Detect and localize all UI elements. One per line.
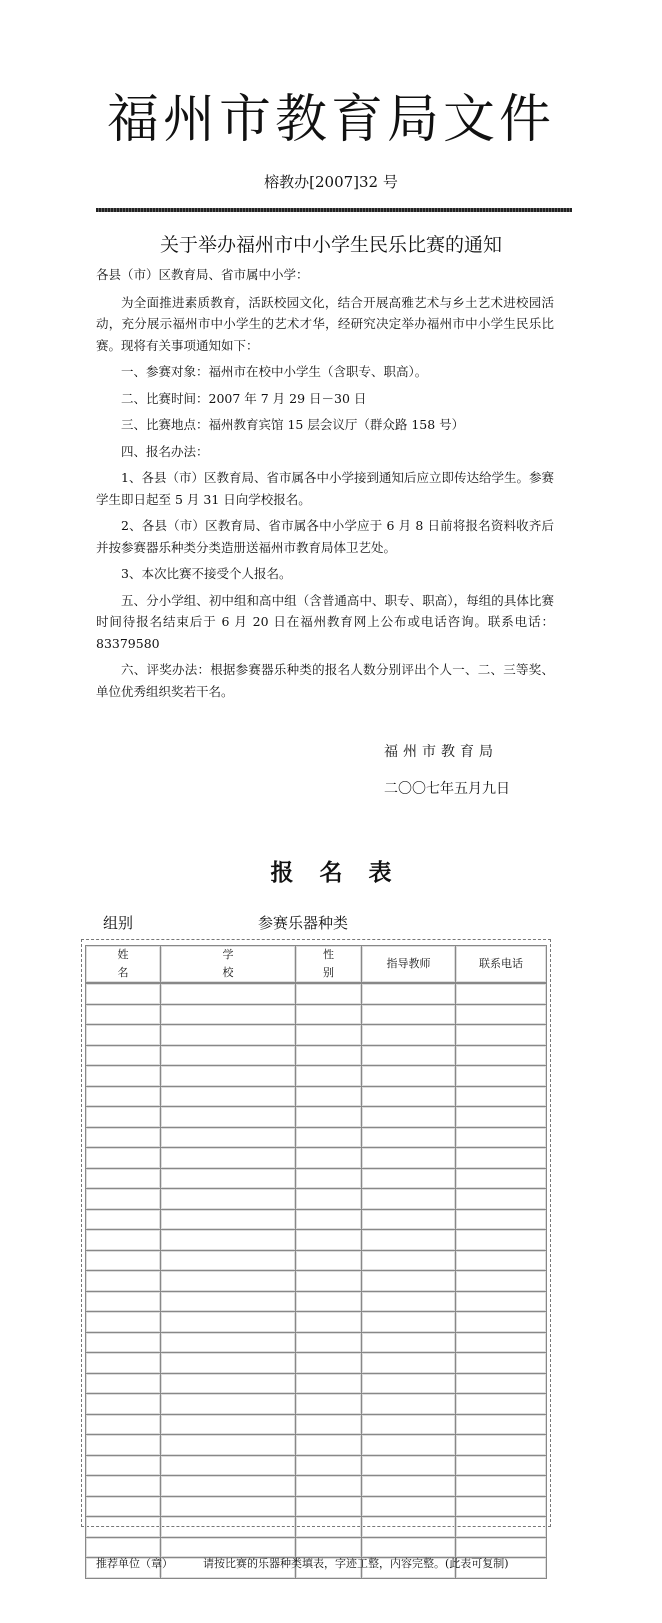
table-cell — [161, 1292, 296, 1313]
table-cell — [85, 1394, 161, 1415]
table-cell — [362, 1148, 456, 1169]
table-cell — [85, 1292, 161, 1313]
column-header-instructor: 指导教师 — [362, 945, 456, 983]
table-cell — [296, 1210, 362, 1231]
table-row — [85, 983, 547, 1005]
table-cell — [161, 1066, 296, 1087]
table-cell — [296, 1230, 362, 1251]
table-cell — [161, 1353, 296, 1374]
table-cell — [85, 1189, 161, 1210]
table-cell — [456, 983, 547, 1005]
table-cell — [85, 1046, 161, 1067]
table-row — [85, 1353, 547, 1374]
table-cell — [85, 983, 161, 1005]
table-row — [85, 1476, 547, 1497]
table-cell — [85, 1333, 161, 1354]
table-cell — [161, 1374, 296, 1395]
table-cell — [456, 1005, 547, 1026]
table-cell — [161, 1230, 296, 1251]
table-cell — [161, 1476, 296, 1497]
table-cell — [296, 1456, 362, 1477]
table-cell — [456, 1415, 547, 1436]
table-cell — [362, 1517, 456, 1538]
table-cell — [85, 1148, 161, 1169]
table-cell — [456, 1169, 547, 1190]
registration-table-body — [85, 983, 547, 1579]
table-cell — [456, 1435, 547, 1456]
table-row — [85, 1456, 547, 1477]
table-row — [85, 1230, 547, 1251]
table-row — [85, 1107, 547, 1128]
table-cell — [362, 1128, 456, 1149]
table-cell — [161, 1128, 296, 1149]
table-cell — [161, 1456, 296, 1477]
table-cell — [296, 1251, 362, 1272]
table-cell — [296, 1066, 362, 1087]
table-cell — [296, 1046, 362, 1067]
table-cell — [456, 1538, 547, 1559]
table-cell — [296, 1394, 362, 1415]
table-cell — [85, 1374, 161, 1395]
document-header-title: 福州市教育局文件 — [106, 90, 555, 150]
group-label: 组别 — [103, 914, 134, 932]
table-cell — [362, 1374, 456, 1395]
table-row — [85, 1251, 547, 1272]
table-cell — [85, 1251, 161, 1272]
table-row — [85, 1128, 547, 1149]
table-cell — [362, 1435, 456, 1456]
table-cell — [456, 1456, 547, 1477]
table-cell — [456, 1210, 547, 1231]
table-row — [85, 1538, 547, 1559]
table-cell — [296, 1107, 362, 1128]
table-cell — [362, 1087, 456, 1108]
table-cell — [296, 1353, 362, 1374]
table-cell — [296, 1128, 362, 1149]
table-cell — [456, 1394, 547, 1415]
table-row — [85, 1087, 547, 1108]
table-cell — [85, 1005, 161, 1026]
table-cell — [362, 1476, 456, 1497]
table-cell — [362, 1230, 456, 1251]
table-cell — [362, 1538, 456, 1559]
table-cell — [456, 1107, 547, 1128]
column-header-school: 学校 — [161, 945, 296, 983]
table-cell — [161, 1497, 296, 1518]
table-row — [85, 1497, 547, 1518]
table-cell — [161, 1025, 296, 1046]
table-cell — [161, 1169, 296, 1190]
table-cell — [296, 1415, 362, 1436]
notice-item-1: 一、参赛对象：福州市在校中小学生（含职专、职高）。 — [121, 364, 428, 379]
table-cell — [362, 1312, 456, 1333]
table-row — [85, 1394, 547, 1415]
table-cell — [161, 1538, 296, 1559]
table-cell — [296, 1148, 362, 1169]
table-cell — [85, 1538, 161, 1559]
notice-item-6: 六、评奖办法：根据参赛器乐种类的报名人数分别评出个人一、二、三等奖、单位优秀组织奖若干名。 — [96, 662, 554, 699]
table-row — [85, 1189, 547, 1210]
table-cell — [296, 1087, 362, 1108]
table-cell — [456, 1271, 547, 1292]
notice-salutation: 各县（市）区教育局、省市属中小学： — [96, 267, 309, 282]
table-cell — [362, 1497, 456, 1518]
table-row — [85, 1435, 547, 1456]
table-cell — [296, 1189, 362, 1210]
table-cell — [161, 1394, 296, 1415]
table-cell — [161, 1148, 296, 1169]
table-cell — [456, 1128, 547, 1149]
table-cell — [161, 1251, 296, 1272]
table-cell — [85, 1353, 161, 1374]
notice-item-4-1: 1、各县（市）区教育局、省市属各中小学接到通知后应立即传达给学生。参赛学生即日起至 5 月 31 日向学校报名。 — [96, 470, 554, 507]
table-cell — [456, 1333, 547, 1354]
table-header-row — [85, 945, 547, 983]
notice-item-5: 五、分小学组、初中组和高中组（含普通高中、职专、职高），每组的具体比赛时间待报名结束后于 6 月 20 日在福州教育网上公布或电话咨询。联系电话：83379580 — [96, 592, 554, 651]
table-cell — [296, 1497, 362, 1518]
table-cell — [362, 1005, 456, 1026]
table-cell — [85, 1476, 161, 1497]
table-cell — [161, 1333, 296, 1354]
table-cell — [296, 1312, 362, 1333]
signature-organization: 福州市教育局 — [384, 744, 498, 760]
notice-item-4-3: 3、本次比赛不接受个人报名。 — [121, 566, 292, 581]
table-cell — [161, 1107, 296, 1128]
table-cell — [296, 1333, 362, 1354]
table-cell — [161, 1312, 296, 1333]
table-cell — [161, 1271, 296, 1292]
table-cell — [362, 1456, 456, 1477]
signature-date: 二〇〇七年五月九日 — [384, 781, 510, 797]
table-cell — [456, 1497, 547, 1518]
table-cell — [456, 1517, 547, 1538]
table-cell — [85, 1312, 161, 1333]
table-cell — [85, 1435, 161, 1456]
table-cell — [296, 1374, 362, 1395]
table-cell — [456, 1046, 547, 1067]
form-footer — [96, 1556, 509, 1572]
table-cell — [296, 1538, 362, 1559]
document-number: 榕教办[2007]32 号 — [264, 173, 398, 191]
table-cell — [456, 1312, 547, 1333]
notice-intro: 为全面推进素质教育，活跃校园文化，结合开展高雅艺术与乡土艺术进校园活动，充分展示福州市中小学生的艺术才华，经研究决定举办福州市中小学生民乐比赛。现将有关事项通知如下： — [96, 294, 554, 353]
notice-item-4: 四、报名办法： — [121, 443, 209, 459]
table-cell — [456, 1148, 547, 1169]
table-cell — [362, 1333, 456, 1354]
table-cell — [456, 1353, 547, 1374]
registration-table — [85, 945, 547, 1579]
table-cell — [85, 1087, 161, 1108]
table-cell — [296, 1005, 362, 1026]
table-row — [85, 1271, 547, 1292]
notice-item-3: 三、比赛地点：福州教育宾馆 15 层会议厅（群众路 158 号） — [121, 417, 465, 432]
table-cell — [362, 1107, 456, 1128]
table-cell — [362, 1169, 456, 1190]
form-title: 报名表 — [270, 859, 418, 886]
table-cell — [161, 1517, 296, 1538]
table-cell — [362, 1271, 456, 1292]
table-cell — [85, 1456, 161, 1477]
notice-body — [96, 264, 554, 702]
table-cell — [85, 1497, 161, 1518]
table-row — [85, 1046, 547, 1067]
table-row — [85, 1517, 547, 1538]
table-cell — [296, 1292, 362, 1313]
table-cell — [296, 1025, 362, 1046]
table-cell — [85, 1230, 161, 1251]
table-cell — [296, 983, 362, 1005]
table-cell — [362, 983, 456, 1005]
table-cell — [85, 1517, 161, 1538]
table-row — [85, 1148, 547, 1169]
table-cell — [362, 1210, 456, 1231]
table-row — [85, 1025, 547, 1046]
table-cell — [362, 1046, 456, 1067]
table-cell — [296, 1476, 362, 1497]
table-cell — [456, 1189, 547, 1210]
notice-title: 关于举办福州市中小学生民乐比赛的通知 — [159, 234, 502, 256]
table-cell — [161, 1210, 296, 1231]
table-cell — [362, 1353, 456, 1374]
table-row — [85, 1312, 547, 1333]
table-cell — [456, 1087, 547, 1108]
table-cell — [85, 1271, 161, 1292]
table-cell — [296, 1435, 362, 1456]
table-cell — [85, 1169, 161, 1190]
table-cell — [85, 1415, 161, 1436]
table-cell — [456, 1251, 547, 1272]
table-cell — [296, 1517, 362, 1538]
notice-item-4-2: 2、各县（市）区教育局、省市属各中小学应于 6 月 8 日前将报名资料收齐后并按参赛器乐种类分类造册送福州市教育局体卫艺处。 — [96, 518, 554, 555]
recommending-unit-label: 推荐单位（章） — [96, 1557, 173, 1570]
table-cell — [362, 1251, 456, 1272]
table-row — [85, 1292, 547, 1313]
table-cell — [85, 1128, 161, 1149]
table-cell — [456, 1292, 547, 1313]
table-cell — [456, 1374, 547, 1395]
table-cell — [296, 1271, 362, 1292]
form-instructions: 请按比赛的乐器种类填表，字迹工整，内容完整。(此表可复制) — [203, 1557, 509, 1570]
table-cell — [85, 1066, 161, 1087]
table-cell — [161, 1087, 296, 1108]
header-divider — [96, 208, 572, 212]
table-row — [85, 1374, 547, 1395]
table-cell — [161, 1046, 296, 1067]
table-cell — [161, 983, 296, 1005]
table-row — [85, 1005, 547, 1026]
table-row — [85, 1210, 547, 1231]
table-cell — [296, 1169, 362, 1190]
table-cell — [456, 1476, 547, 1497]
table-cell — [161, 1415, 296, 1436]
notice-item-2: 二、比赛时间：2007 年 7 月 29 日－30 日 — [121, 390, 367, 406]
table-cell — [161, 1005, 296, 1026]
table-cell — [362, 1394, 456, 1415]
table-cell — [362, 1292, 456, 1313]
table-row — [85, 1066, 547, 1087]
table-cell — [85, 1107, 161, 1128]
table-row — [85, 1169, 547, 1190]
table-cell — [362, 1415, 456, 1436]
column-header-phone: 联系电话 — [456, 945, 547, 983]
table-cell — [362, 1189, 456, 1210]
table-cell — [85, 1210, 161, 1231]
instrument-type-label: 参赛乐器种类 — [258, 914, 349, 932]
table-cell — [456, 1230, 547, 1251]
table-row — [85, 1415, 547, 1436]
table-cell — [456, 1025, 547, 1046]
table-cell — [362, 1066, 456, 1087]
table-cell — [362, 1025, 456, 1046]
table-cell — [456, 1066, 547, 1087]
column-header-name: 姓名 — [85, 945, 161, 983]
table-row — [85, 1333, 547, 1354]
table-cell — [161, 1435, 296, 1456]
table-cell — [161, 1189, 296, 1210]
table-cell — [85, 1025, 161, 1046]
column-header-gender: 性别 — [296, 945, 362, 983]
